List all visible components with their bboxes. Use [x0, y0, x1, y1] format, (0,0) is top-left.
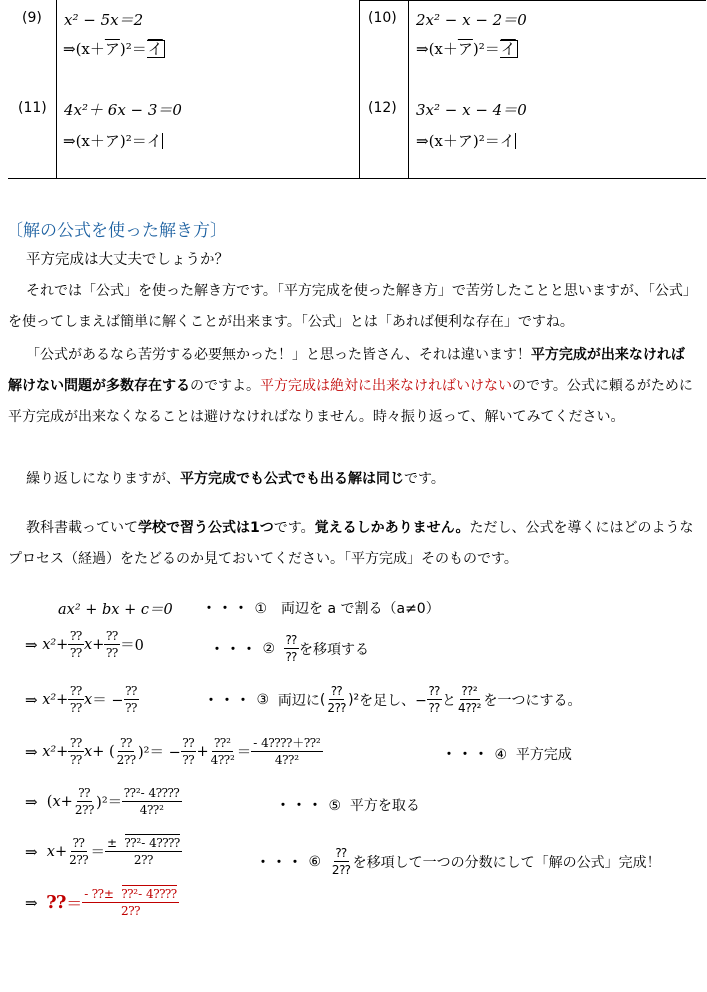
arrow-icon: ⇒ [25, 690, 38, 709]
problem-target-form: ⇒(x＋ア)²＝イ [416, 132, 515, 150]
paragraph: 教科書載っていて学校で習う公式は1つです。覚えるしかありません。ただし、公式を導くにはどのようなプロセス（経過）をたどるのか見ておいてください。「平方完成」そのものです。 [8, 520, 694, 567]
problem-number: (9) [22, 10, 42, 26]
equation-step-4: ⇒ x²+ $\frac{⁇}{⁇}$ x + ( $\frac{⁇}{2⁇}$ )²＝ − $\frac{⁇}{⁇}$ + $\frac{\text{⁇²}}{\text{4⁇²}}$ ＝ $\frac{\text{- 4⁇⁇＋⁇²}}{\text{4⁇²}}$ [25, 736, 321, 767]
table-border [359, 0, 706, 1]
paragraph: 繰り返しになりますが、平方完成でも公式でも出る解は同じです。 [26, 471, 445, 487]
step-note: ・・・ ③ 両辺に ( $\frac{⁇}{2⁇}$ )² を足し、− $\frac{⁇}{⁇}$ と $\frac{\text{⁇²}}{\text{4⁇²}}$ を一つにする。 [204, 684, 582, 715]
problem-target-form: ⇒(x＋ア)²＝イ [63, 40, 163, 58]
table-divider [408, 0, 409, 178]
paragraph: 平方完成は大丈夫でしょうか？ [26, 252, 229, 268]
arrow-icon: ⇒ [25, 792, 38, 811]
section-title: 〔解の公式を使った解き方〕 [6, 221, 227, 241]
table-divider [56, 0, 57, 178]
equation-step-6: ⇒ x + $\frac{⁇}{2⁇}$ ＝ $\frac{\text{± ⁇²- 4⁇⁇}}{2⁇}$ [25, 836, 181, 867]
table-divider [359, 0, 360, 178]
equation-step-5: ⇒ ( x + $\frac{⁇}{2⁇}$ )²＝ $\frac{\text{⁇²- 4⁇⁇}}{\text{4⁇²}}$ [25, 786, 180, 817]
step-note: ・・・ ⑥ $\frac{⁇}{2⁇}$ を移項して一つの分数にして「解の公式」完成！ [256, 846, 661, 877]
emphasis-text: 学校で習う公式は1つ [138, 520, 274, 536]
equation-step-3: ⇒ x²+ $\frac{⁇}{⁇}$ x ＝ − $\frac{⁇}{⁇}$ [25, 684, 138, 715]
arrow-icon: ⇒ [63, 132, 76, 150]
problem-equation: 2x² − x − 2＝0 [416, 11, 527, 29]
arrow-icon: ⇒ [416, 132, 429, 150]
problem-number: (10) [368, 10, 397, 26]
problem-equation: x² − 5x＝2 [64, 11, 144, 29]
emphasis-text: 平方完成でも公式でも出る解は同じ [180, 471, 404, 487]
problem-equation: 3x² − x − 4＝0 [416, 101, 527, 119]
equation-step-1: ax² + bx + c＝0 [58, 602, 173, 618]
problem-number: (11) [18, 100, 47, 116]
arrow-icon: ⇒ [25, 742, 38, 761]
problem-target-form: ⇒(x＋ア)²＝イ [416, 40, 516, 58]
step-note: ・・・ ④ 平方完成 [442, 747, 572, 763]
arrow-icon: ⇒ [25, 635, 38, 654]
emphasis-text: 覚えるしかありません。 [314, 520, 470, 536]
arrow-icon: ⇒ [63, 40, 76, 58]
step-note: ・・・ ⑤ 平方を取る [276, 798, 420, 814]
emphasis-text: 平方完成が出来なければ解けない問題が多数存在する [8, 347, 685, 394]
arrow-icon: ⇒ [25, 893, 38, 912]
problem-target-form: ⇒(x＋ア)²＝イ [63, 132, 162, 150]
important-text: 平方完成は絶対に出来なければいけない [260, 378, 512, 394]
arrow-icon: ⇒ [25, 842, 38, 861]
step-note: ・・・ ② $\frac{⁇}{⁇}$ を移項する [210, 633, 369, 664]
quadratic-formula: ⇒ ⁇ ＝ $\frac{\text{- ⁇± ⁇²- 4⁇⁇}}{2⁇}$ [25, 887, 178, 918]
problem-number: (12) [368, 100, 397, 116]
paragraph: それでは「公式」を使った解き方です。「平方完成を使った解き方」で苦労したことと思いますが、「公式」を使ってしまえば簡単に解くことが出来ます。「公式」とは「あれば便利な存在」ですね。 [8, 283, 697, 330]
arrow-icon: ⇒ [416, 40, 429, 58]
equation-step-2: ⇒ x²+ $\frac{⁇}{⁇}$ x + $\frac{⁇}{⁇}$ ＝0 [25, 629, 144, 660]
step-note: ・・・ ① 両辺を a で割る（a≠0） [202, 601, 440, 617]
problem-equation: 4x²＋ 6x − 3＝0 [64, 101, 182, 119]
paragraph: 「公式があるなら苦労する必要無かった！」と思った皆さん、それは違います！平方完成が出来なければ解けない問題が多数存在するのですよ。平方完成は絶対に出来なければいけないのです。公式に頼るがために平方完成が出来なくなることは避けなければなりません。時々振り返って、解いてみてください。 [8, 347, 693, 425]
